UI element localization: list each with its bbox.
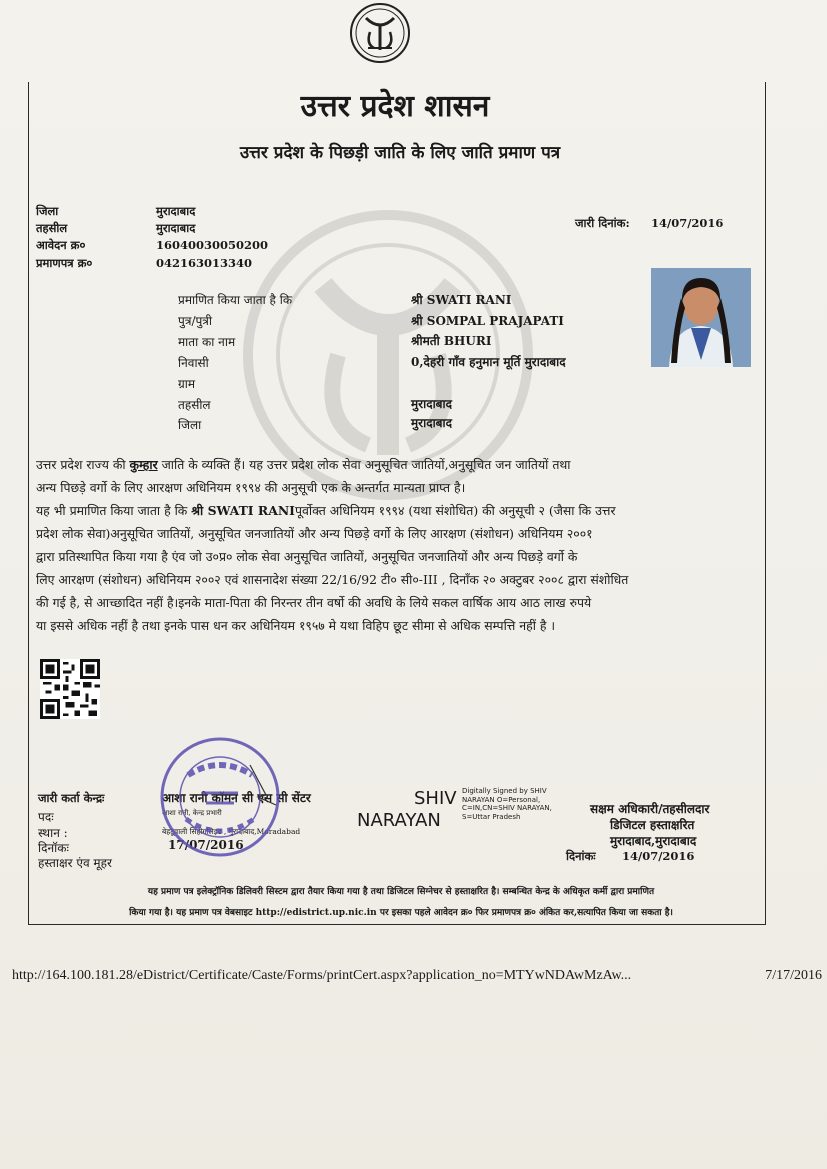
district-label: जिला — [36, 204, 59, 218]
post-label: पदः — [38, 810, 54, 824]
signature-detail: S=Uttar Pradesh — [462, 812, 521, 821]
signer-name-line1: SHIV — [414, 788, 457, 809]
signature-detail: C=IN,CN=SHIV NARAYAN, — [462, 804, 552, 812]
issuing-centre-value: आशा रानी कॉमन सी एस सी सेंटर — [162, 791, 311, 805]
applicant-name: श्री SWATI RANI — [411, 293, 512, 307]
print-date: 7/17/2016 — [765, 968, 822, 983]
p2-text: पूर्वोक्त अधिनियम १९९४ (यथा संशोधित) की अनुसूची २ (जैसा कि उत्तर — [294, 503, 616, 518]
application-label: आवेदन क्र० — [36, 238, 86, 252]
village-label: ग्राम — [178, 377, 196, 391]
qr-code-icon — [40, 659, 100, 719]
authority-title: सक्षम अधिकारी/तहसीलदार — [590, 802, 710, 816]
resident-label: निवासी — [178, 356, 209, 370]
issuer-date-label: दिनॉकः — [38, 841, 69, 855]
footer-note-line2: किया गया है। यह प्रमाण पत्र वेबसाइट http://edistrict.up.nic.in पर इसका पहले आवेदन क्र० फिर प्रमाणपत्र क्र० अंकित कर,सत्यापित किया जा सकता है। — [129, 908, 673, 918]
caste-name: कुम्हार — [129, 457, 158, 472]
field-district-label: जिला — [178, 418, 202, 432]
p1-text: जाति के व्यक्ति हैं। यह उत्तर प्रदेश लोक सेवा अनुसूचित जातियों,अनुसूचित जन जातियों तथा — [161, 457, 571, 472]
place-label: स्थान : — [38, 826, 68, 840]
footer-note-line1: यह प्रमाण पत्र इलेक्ट्रॉनिक डिलिवरी सिस्टम द्वारा तैयार किया गया है तथा डिजिटल सिग्नेचर से हस्ताक्षरित है। सम्बन्धित केन्द्र के अधिकृत कर्मी द्वारा प्रमाणित — [147, 887, 655, 897]
p2-text: यह भी प्रमाणित किया जाता है कि — [36, 503, 188, 518]
tehsil-value: मुरादाबाद — [156, 221, 196, 235]
p2-text: की गई है, से आच्छादित नहीं है।इनके माता-पिता की निरन्तर तीन वर्षो की अवधि के लिये सकल वार्षिक आय आठ लाख रुपये — [36, 595, 592, 610]
p2-text: या इससे अधिक नहीं है तथा इनके पास धन कर अधिनियम १९५७ मे यथा विहिप छूट सीमा से अधिक सम्पत्ति नहीं है । — [36, 618, 556, 633]
applicant-photo — [651, 268, 751, 367]
mother-label: माता का नाम — [178, 335, 236, 349]
page-title: उत्तर प्रदेश शासन — [300, 89, 490, 124]
authority-place: मुरादाबाद,मुरादाबाद — [610, 834, 697, 848]
p1-text: उत्तर प्रदेश राज्य की — [36, 457, 126, 472]
application-number: 16040030050200 — [156, 238, 269, 252]
paragraph-certification — [36, 499, 761, 637]
signature-detail: NARAYAN O=Personal, — [462, 795, 541, 804]
tehsil-label: तहसील — [36, 221, 68, 235]
field-district-value: मुरादाबाद — [411, 416, 453, 430]
post-value: आशा रानी, केन्द्र प्रभारी — [162, 809, 222, 817]
up-emblem-icon — [346, 2, 414, 64]
mother-name: श्रीमती BHURI — [411, 334, 492, 348]
signature-detail: Digitally Signed by SHIV — [462, 787, 547, 795]
authority-digital: डिजिटल हस्ताक्षरित — [610, 818, 695, 832]
certified-label: प्रमाणित किया जाता है कि — [178, 293, 293, 307]
official-stamp-icon — [158, 735, 282, 859]
issue-date-value: 14/07/2016 — [651, 216, 724, 230]
digital-signature-details — [462, 787, 552, 821]
district-value: मुरादाबाद — [156, 204, 196, 218]
certificate-subtitle: उत्तर प्रदेश के पिछड़ी जाति के लिए जाति प्रमाण पत्र — [239, 143, 561, 163]
resident-value: 0,देहरी गाँव हनुमान मूर्ति मुरादाबाद — [411, 355, 566, 369]
signature-seal-label: हस्ताक्षर एंव मूहर — [38, 856, 112, 870]
certificate-label: प्रमाणपत्र क्र० — [36, 256, 93, 270]
certificate-number: 042163013340 — [156, 256, 253, 270]
p2-text: द्वारा प्रतिस्थापित किया गया है एंव जो उ०प्र० लोक सेवा अनुसूचित जातियों, अनुसूचित जनजातियों और अन्य पिछड़े वर्गो के — [36, 549, 578, 564]
signer-name-line2: NARAYAN — [357, 810, 441, 831]
father-name: श्री SOMPAL PRAJAPATI — [411, 314, 564, 328]
field-tehsil-value: मुरादाबाद — [411, 397, 453, 411]
p2-applicant-name: श्री SWATI RANI — [191, 503, 295, 518]
issuing-centre-label: जारी कर्ता केन्द्रः — [38, 791, 105, 805]
p1-text: अन्य पिछड़े वर्गो के लिए आरक्षण अधिनियम १९९४ की अनुसूची एक के अन्तर्गत मान्यता प्राप्त है। — [36, 480, 466, 495]
p2-text: प्रदेश लोक सेवा)अनुसूचित जातियों, अनुसूचित जनजातियों और अन्य पिछड़े वर्गो के लिए आरक्षण (संशोधन) अधिनियम २००१ — [36, 526, 593, 541]
authority-date-value: 14/07/2016 — [622, 849, 695, 863]
authority-date-label: दिनांकः — [566, 849, 596, 863]
place-value: बेहटूवाली सिंहोगलिइड , मुरादाबाद,Moradabad — [162, 827, 301, 836]
print-url: http://164.100.181.28/eDistrict/Certificate/Caste/Forms/printCert.aspx?application_no=MTYwNDAwMzAw... — [12, 968, 632, 983]
p2-text: लिए आरक्षण (संशोधन) अधिनियम २००२ एवं शासनादेश संख्या 22/16/92 टी० सी०-III , दिनाँक २० अक्टुबर २००८ द्वारा संशोधित — [36, 572, 629, 587]
print-footer — [12, 968, 822, 984]
issuer-date-value: 17/07/2016 — [168, 838, 244, 852]
field-tehsil-label: तहसील — [178, 398, 211, 412]
child-label: पुत्र/पुत्री — [178, 314, 213, 328]
paragraph-caste — [36, 453, 761, 499]
issue-date-label: जारी दिनांक: — [575, 216, 630, 230]
